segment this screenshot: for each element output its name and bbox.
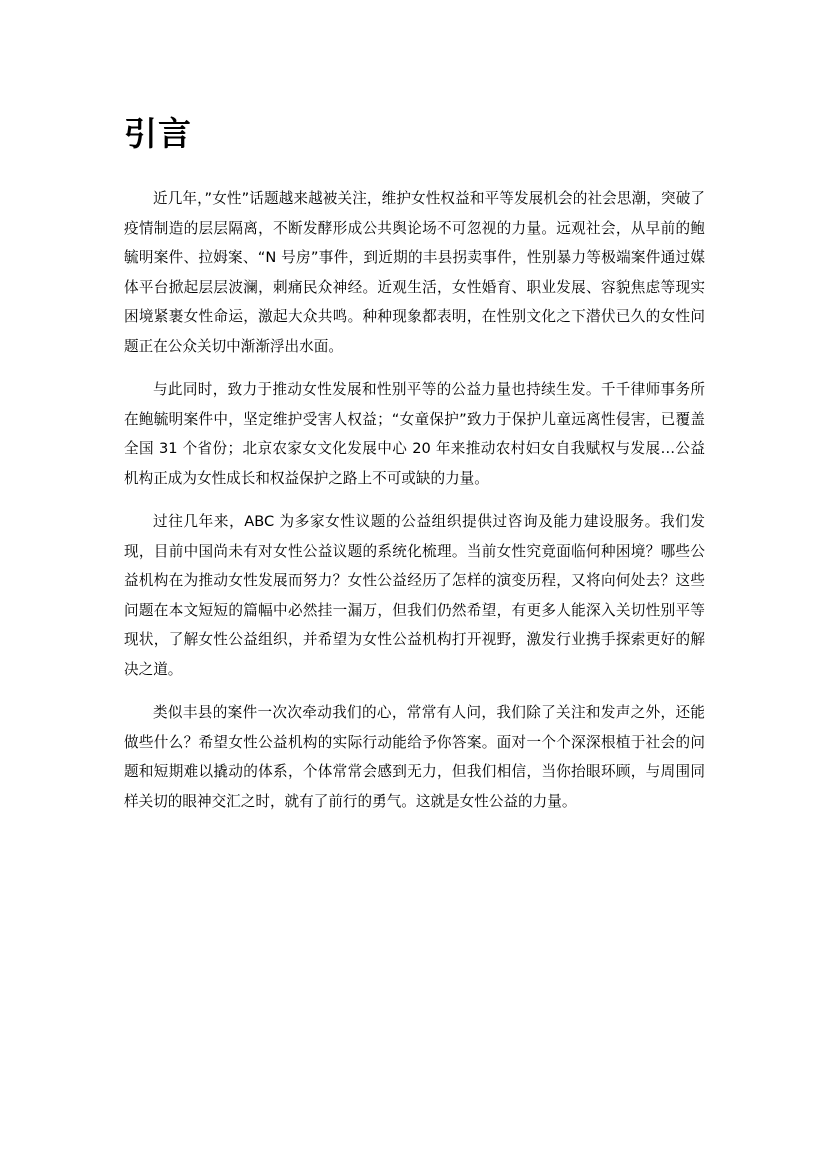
page-title: 引言 — [124, 114, 192, 153]
paragraph-3: 过往几年来，ABC 为多家女性议题的公益组织提供过咨询及能力建设服务。我们发现，目前中国尚未有对女性公益议题的系统化梳理。当前女性究竟面临何种困境？哪些公益机构在为推动女性发展而努力？女性公益经历了怎样的演变历程，又将向何处去？这些问题在本文短短的篇幅中必然挂一漏万，但我们仍然希望，有更多人能深入关切性别平等现状，了解女性公益组织，并希望为女性公益机构打开视野，激发行业携手探索更好的解决之道。 — [124, 513, 705, 678]
paragraph-1: 近几年，”女性”话题越来越被关注，维护女性权益和平等发展机会的社会思潮，突破了疫情制造的层层隔离，不断发酵形成公共舆论场不可忽视的力量。远观社会，从早前的鲍毓明案件、拉姆案、“N 号房”事件，到近期的丰县拐卖事件，性别暴力等极端案件通过媒体平台掀起层层波澜，刺痛民众神经。近观生活，女性婚育、职业发展、容貌焦虑等现实困境紧裹女性命运，激起大众共鸣。种种现象都表明，在性别文化之下潜伏已久的女性问题正在公众关切中渐渐浮出水面。 — [124, 190, 705, 355]
paragraph-2: 与此同时，致力于推动女性发展和性别平等的公益力量也持续生发。千千律师事务所在鲍毓明案件中，坚定维护受害人权益；“女童保护”致力于保护儿童远离性侵害，已覆盖全国 31 个省份；北京农家女文化发展中心 20 年来推动农村妇女自我赋权与发展…公益机构正成为女性成长和权益保护之路上不可或缺的力量。 — [124, 381, 705, 487]
paragraph-4: 类似丰县的案件一次次牵动我们的心，常常有人问，我们除了关注和发声之外，还能做些什么？希望女性公益机构的实际行动能给予你答案。面对一个个深深根植于社会的问题和短期难以撬动的体系，个体常常会感到无力，但我们相信，当你抬眼环顾，与周围同样关切的眼神交汇之时，就有了前行的勇气。这就是女性公益的力量。 — [124, 704, 705, 810]
document-body — [124, 184, 705, 830]
